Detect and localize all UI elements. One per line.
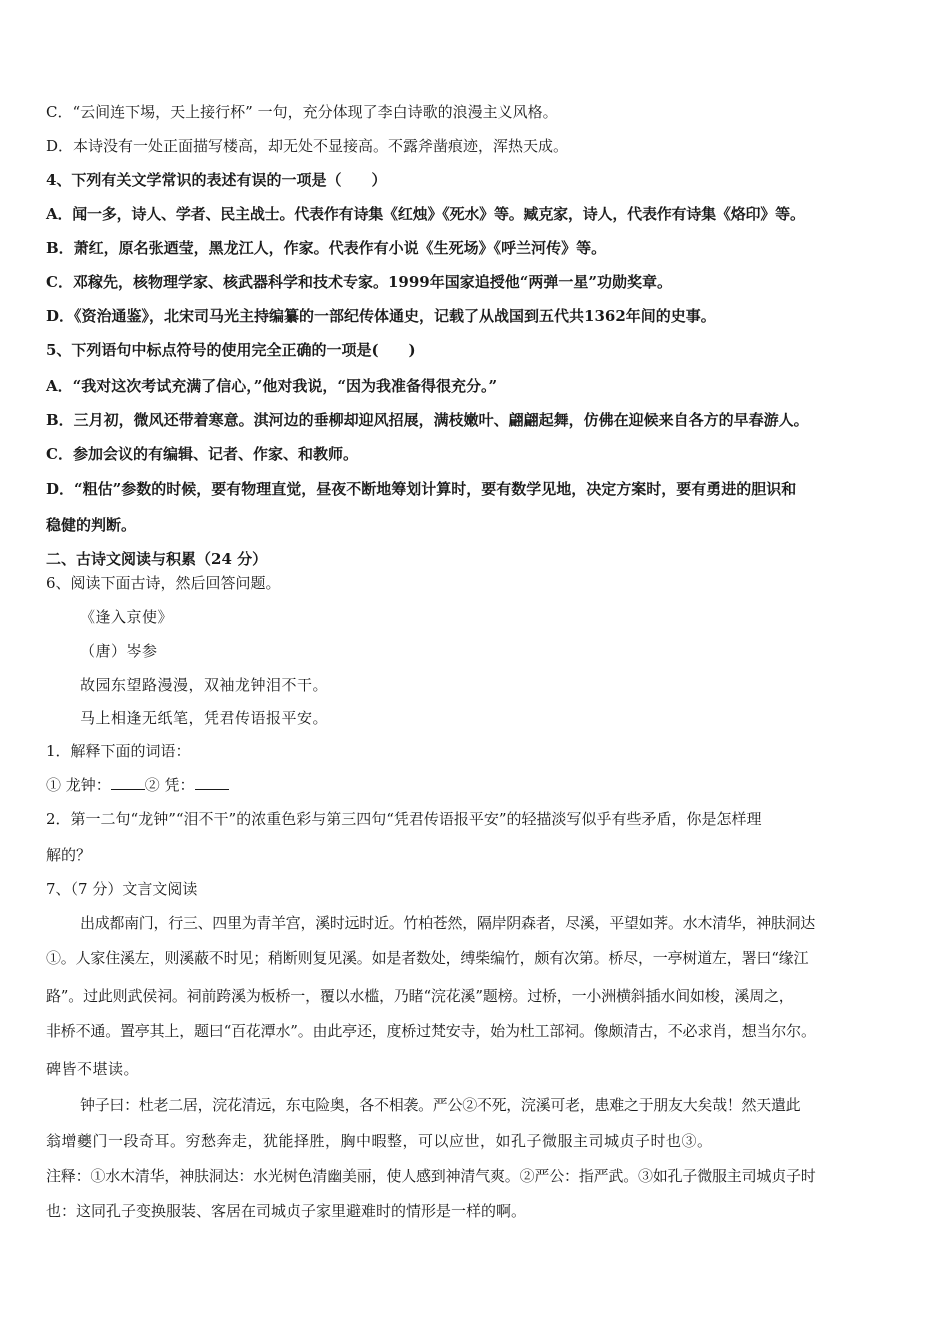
section-heading: 二、古诗文阅读与积累（24 分） xyxy=(46,550,268,568)
passage-p1-line3: 路”。过此则武侯祠。祠前跨溪为板桥一，覆以水槛，乃睹“浣花溪”题榜。过桥，一小洲横斜插水间如梭，溪周之， xyxy=(46,987,794,1005)
q5-option-b: B．三月初，微风还带着寒意。淇河边的垂柳却迎风招展，满枝嫩叶、翩翩起舞，仿佛在迎候来自各方的早春游人。 xyxy=(46,411,809,429)
poem-line-1: 故园东望路漫漫，双袖龙钟泪不干。 xyxy=(80,676,329,694)
passage-p2-line2: 翁增夔门一段奇耳。穷愁奔走，犹能择胜，胸中暇整，可以应世，如孔子微服主司城贞子时也③。 xyxy=(46,1132,713,1150)
passage-p2-line1: 钟子曰：杜老二居，浣花清远，东屯险奥，各不相袭。严公②不死，浣溪可老，患难之于朋友大矣哉！然天遣此 xyxy=(80,1096,801,1114)
q5-option-d-line2: 稳健的判断。 xyxy=(46,516,137,534)
q3-option-c: C．“云间连下埸，天上接行杯” 一句，充分体现了李白诗歌的浪漫主义风格。 xyxy=(46,103,558,121)
q6-sub2-line1: 2．第一二句“龙钟”“泪不干”的浓重色彩与第三四句“凭君传语报平安”的轻描淡写似乎有些矛盾，你是怎样理 xyxy=(46,810,762,828)
q6-stem: 6、阅读下面古诗，然后回答问题。 xyxy=(46,574,281,592)
passage-p1-line2: ①。人家住溪左，则溪蔽不时见；稍断则复见溪。如是者数处，缚柴编竹，颇有次第。桥尽，一亭树道左，署曰“缘江 xyxy=(46,949,809,967)
poem-line-2: 马上相逢无纸笔，凭君传语报平安。 xyxy=(80,709,329,727)
passage-p1-line4: 非桥不通。置亭其上，题曰“百花潭水”。由此亭还，度桥过梵安寺，始为杜工部祠。像颇清古，不必求肖，想当尔尔。 xyxy=(46,1022,816,1040)
poem-title: 《逢入京使》 xyxy=(80,608,174,626)
q4-option-b: B．萧红，原名张迺莹，黑龙江人，作家。代表作有小说《生死场》《呼兰河传》等。 xyxy=(46,239,607,257)
term-label-longzhong: ① 龙钟： xyxy=(46,776,111,794)
q4-stem: 4、下列有关文学常识的表述有误的一项是（ ） xyxy=(46,171,387,189)
q6-sub2-line2: 解的？ xyxy=(46,846,92,864)
term-label-ping: ② 凭： xyxy=(144,776,195,794)
answer-blank-2[interactable] xyxy=(195,775,229,790)
passage-p1-line1: 出成都南门，行三、四里为青羊宫，溪时远时近。竹柏苍然，隔岸阴森者，尽溪，平望如荠。水木清华，神肤洞达 xyxy=(80,914,816,932)
q6-sub1-items xyxy=(46,774,229,796)
poem-author: （唐）岑参 xyxy=(80,642,158,660)
q3-option-d: D．本诗没有一处正面描写楼高，却无处不显接高。不露斧凿痕迹，浑热天成。 xyxy=(46,137,569,155)
q6-sub1-stem: 1．解释下面的词语： xyxy=(46,742,191,760)
q5-option-d-line1: D．“粗估”参数的时候，要有物理直觉，昼夜不断地筹划计算时，要有数学见地，决定方案时，要有勇进的胆识和 xyxy=(46,480,797,498)
q5-stem: 5、下列语句中标点符号的使用完全正确的一项是( ) xyxy=(46,341,416,359)
q7-stem: 7、（7 分）文言文阅读 xyxy=(46,880,198,898)
notes-line1: 注释：①水木清华，神肤洞达：水光树色清幽美丽，使人感到神清气爽。②严公：指严武。③如孔子微服主司城贞子时 xyxy=(46,1167,816,1185)
q5-option-c: C．参加会议的有编辑、记者、作家、和教师。 xyxy=(46,445,358,463)
q4-option-a: A．闻一多，诗人、学者、民主战士。代表作有诗集《红烛》《死水》等。臧克家，诗人，代表作有诗集《烙印》等。 xyxy=(46,205,805,223)
passage-p1-line5: 碑皆不堪读。 xyxy=(46,1060,140,1078)
answer-blank-1[interactable] xyxy=(111,775,145,790)
notes-line2: 也：这同孔子变换服装、客居在司城贞子家里避难时的情形是一样的啊。 xyxy=(46,1202,527,1220)
q5-option-a: A．“我对这次考试充满了信心，”他对我说，“因为我准备得很充分。” xyxy=(46,377,498,395)
q4-option-c: C．邓稼先，核物理学家、核武器科学和技术专家。1999年国家追授他“两弹一星”功勋奖章。 xyxy=(46,273,672,291)
q4-option-d: D．《资治通鉴》，北宋司马光主持编纂的一部纪传体通史，记载了从战国到五代共1362年间的史事。 xyxy=(46,307,716,325)
